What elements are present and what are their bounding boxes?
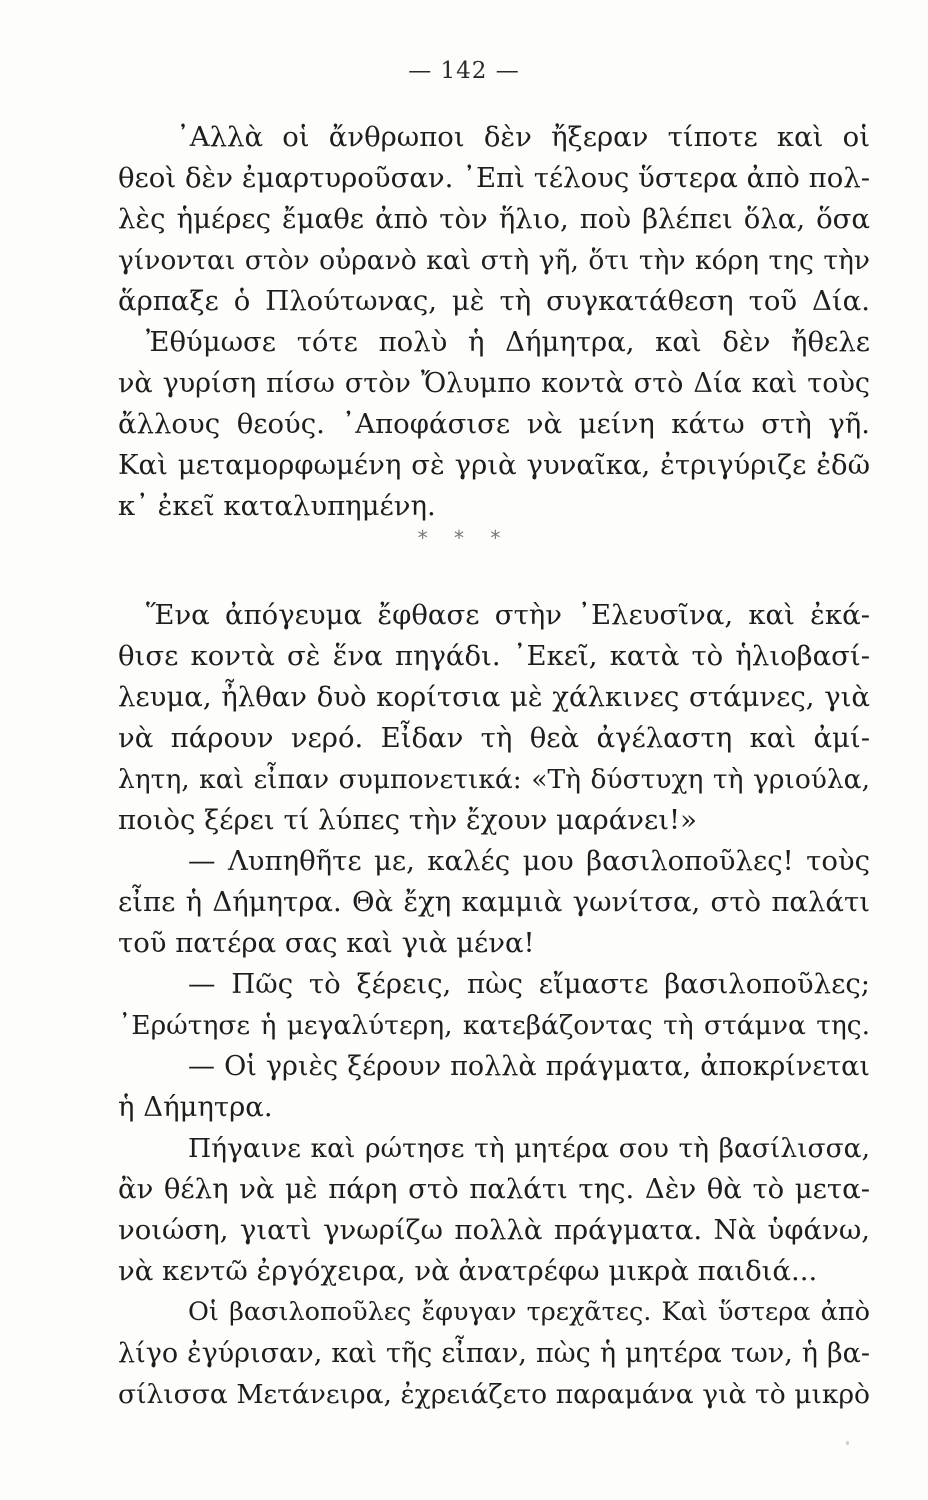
text-line: νὰ πάρουν νερό. Εἶδαν τὴ θεὰ ἀγέλαστη καὶ ἀμί- bbox=[118, 722, 870, 754]
text-line: λίγο ἐγύρισαν, καὶ τῆς εἶπαν, πὼς ἡ μητέρα των, ἡ βα- bbox=[118, 1338, 870, 1369]
text-line: εἶπε ἡ Δήμητρα. Θὰ ἔχη καμμιὰ γωνίτσα, στὸ παλάτι bbox=[118, 886, 870, 918]
text-line: Πήγαινε καὶ ρώτησε τὴ μητέρα σου τὴ βασίλισσα, bbox=[188, 1133, 870, 1164]
text-line: Οἱ βασιλοποῦλες ἔφυγαν τρεχᾶτες. Καὶ ὕστερα ἀπὸ bbox=[188, 1297, 870, 1327]
text-line: ἄλλους θεούς. ᾿Αποφάσισε νὰ μείνη κάτω στὴ γῆ. bbox=[118, 408, 870, 440]
page-number: — 142 — bbox=[408, 58, 520, 84]
text-line: κ᾿ ἐκεῖ καταλυπημένη. bbox=[118, 490, 436, 522]
text-line: — Λυπηθῆτε με, καλές μου βασιλοποῦλες! τοὺς bbox=[188, 845, 870, 877]
text-line: νὰ κεντῶ ἐργόχειρα, νὰ ἀνατρέφω μικρὰ παιδιά... bbox=[118, 1255, 818, 1287]
text-line: ποιὸς ξέρει τί λύπες τὴν ἔχουν μαράνει!» bbox=[118, 804, 697, 836]
text-line: Ἕνα ἀπόγευμα ἔφθασε στὴν ᾿Ελευσῖνα, καὶ ἐκά- bbox=[146, 599, 870, 631]
paper-speck bbox=[846, 1441, 849, 1445]
text-line: θεοὶ δὲν ἐμαρτυροῦσαν. ᾿Επὶ τέλους ὕστερα ἀπὸ πολ- bbox=[118, 162, 870, 194]
text-line: γίνονται στὸν οὐρανὸ καὶ στὴ γῆ, ὅτι τὴν κόρη της τὴν bbox=[118, 245, 870, 276]
text-line: λητη, καὶ εἶπαν συμπονετικά: «Τὴ δύστυχη τὴ γριούλα, bbox=[118, 764, 870, 795]
text-line: ἂν θέλη νὰ μὲ πάρη στὸ παλάτι της. Δὲν θὰ τὸ μετα- bbox=[118, 1173, 870, 1205]
text-line: νὰ γυρίση πίσω στὸν Ὄλυμπο κοντὰ στὸ Δία καὶ τοὺς bbox=[118, 368, 870, 399]
text-line: ἡ Δήμητρα. bbox=[118, 1091, 273, 1123]
text-line: — Πῶς τὸ ξέρεις, πὼς εἴμαστε βασιλοποῦλες; bbox=[188, 968, 870, 1000]
text-line: ᾿Αλλὰ οἱ ἄνθρωποι δὲν ἤξεραν τίποτε καὶ οἱ bbox=[176, 121, 870, 153]
paragraph-2 bbox=[118, 595, 870, 1415]
text-line: — Οἱ γριὲς ξέρουν πολλὰ πράγματα, ἀποκρίνεται bbox=[188, 1051, 870, 1082]
paragraph-1 bbox=[118, 117, 870, 527]
text-line: θισε κοντὰ σὲ ἕνα πηγάδι. ᾿Εκεῖ, κατὰ τὸ ἡλιοβασί- bbox=[118, 640, 870, 672]
text-line: σίλισσα Μετάνειρα, ἐχρειάζετο παραμάνα γιὰ τὸ μικρὸ bbox=[118, 1379, 870, 1410]
text-line: λὲς ἡμέρες ἔμαθε ἀπὸ τὸν ἥλιο, ποὺ βλέπει ὅλα, ὅσα bbox=[118, 203, 870, 235]
text-line: Ἐθύμωσε τότε πολὺ ἡ Δήμητρα, καὶ δὲν ἤθελε bbox=[146, 326, 870, 358]
text-line: ἅρπαξε ὁ Πλούτωνας, μὲ τὴ συγκατάθεση τοῦ Δία. bbox=[118, 285, 870, 317]
text-line: Καὶ μεταμορφωμένη σὲ γριὰ γυναῖκα, ἐτριγύριζε ἐδῶ bbox=[118, 449, 870, 481]
text-line: ᾿Ερώτησε ἡ μεγαλύτερη, κατεβάζοντας τὴ στάμνα της. bbox=[118, 1010, 870, 1041]
section-separator: * * * bbox=[417, 526, 511, 550]
text-line: τοῦ πατέρα σας καὶ γιὰ μένα! bbox=[118, 927, 535, 959]
text-line: νοιώση, γιατὶ γνωρίζω πολλὰ πράγματα. Νὰ ὑφάνω, bbox=[118, 1214, 870, 1246]
text-line: λευμα, ἦλθαν δυὸ κορίτσια μὲ χάλκινες στάμνες, γιὰ bbox=[118, 681, 870, 713]
